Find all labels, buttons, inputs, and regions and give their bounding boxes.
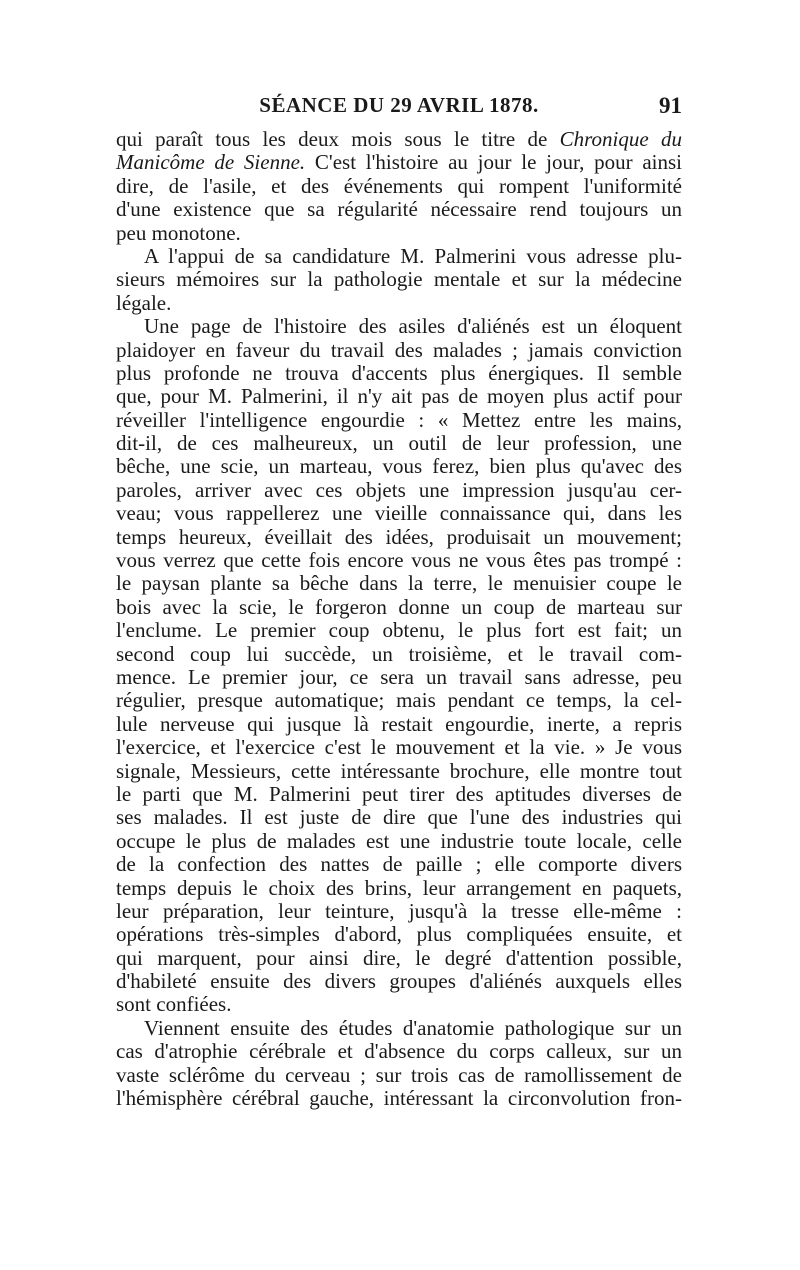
text-line: occupe le plus de malades est une industrie toute locale, celle: [116, 828, 682, 853]
text-line: qui marquent, pour ainsi dire, le degré d'attention possible,: [116, 945, 682, 970]
text-line: second coup lui succède, un troisième, et le travail com-: [116, 641, 682, 666]
text-line: l'enclume. Le premier coup obtenu, le plus fort est fait; un: [116, 618, 682, 643]
text-line: vous verrez que cette fois encore vous ne vous êtes pas trompé :: [116, 548, 682, 573]
text-line: régulier, presque automatique; mais pendant ce temps, la cel-: [116, 688, 682, 713]
text-line: de la confection des nattes de paille ; elle comporte divers: [116, 852, 682, 877]
text-line: vaste sclérôme du cerveau ; sur trois cas de ramollissement de: [116, 1062, 682, 1087]
text-line: l'exercice, et l'exercice c'est le mouvement et la vie. » Je vous: [116, 735, 682, 760]
body-text: [116, 128, 682, 1110]
text-line: Une page de l'histoire des asiles d'aliénés est un éloquent: [144, 314, 682, 339]
text-line: peu monotone.: [116, 220, 241, 245]
text-line: sont confiées.: [116, 992, 232, 1017]
text-line: leur préparation, leur teinture, jusqu'à la tresse elle-même :: [116, 898, 682, 923]
text-line: l'hémisphère cérébral gauche, intéressant la circonvolution fron-: [116, 1086, 682, 1111]
text-line: cas d'atrophie cérébrale et d'absence du corps calleux, sur un: [116, 1039, 682, 1064]
text-line: le paysan plante sa bêche dans la terre, le menuisier coupe le: [116, 571, 682, 596]
text-line: plus profonde ne trouva d'accents plus énergiques. Il semble: [116, 360, 682, 385]
running-head: SÉANCE DU 29 AVRIL 1878.: [259, 93, 539, 117]
text-line: ses malades. Il est juste de dire que l'une des industries qui: [116, 805, 682, 830]
text-line: lule nerveuse qui jusque là restait engourdie, inerte, a repris: [116, 711, 682, 736]
text-line: sieurs mémoires sur la pathologie mentale et sur la médecine: [116, 267, 682, 292]
text-line: légale.: [116, 290, 172, 315]
page-number: 91: [659, 93, 682, 118]
text-line: que, pour M. Palmerini, il n'y ait pas de moyen plus actif pour: [116, 384, 682, 409]
text-line: plaidoyer en faveur du travail des malades ; jamais conviction: [116, 337, 682, 362]
text-line: bêche, une scie, un marteau, vous ferez, bien plus qu'avec des: [116, 454, 682, 479]
text-line: Viennent ensuite des études d'anatomie pathologique sur un: [144, 1015, 682, 1040]
text-line: veau; vous rappellerez une vieille connaissance qui, dans les: [116, 501, 682, 526]
text-line: qui paraît tous les deux mois sous le titre de Chronique du: [116, 127, 682, 151]
text-line: d'habileté ensuite des divers groupes d'aliénés auxquels elles: [116, 969, 682, 994]
text-line: réveiller l'intelligence engourdie : « Mettez entre les mains,: [116, 407, 682, 432]
text-line: temps depuis le choix des brins, leur arrangement en paquets,: [116, 875, 682, 900]
text-line: d'une existence que sa régularité nécessaire rend toujours un: [116, 197, 682, 222]
text-line: A l'appui de sa candidature M. Palmerini vous adresse plu-: [144, 243, 682, 268]
text-line: opérations très-simples d'abord, plus compliquées ensuite, et: [116, 922, 682, 947]
text-line: paroles, arriver avec ces objets une impression jusqu'au cer-: [116, 477, 682, 502]
text-line: dit-il, de ces malheureux, un outil de leur profession, une: [116, 431, 682, 456]
text-line: le parti que M. Palmerini peut tirer des aptitudes diverses de: [116, 781, 682, 806]
text-line: dire, de l'asile, et des événements qui rompent l'uniformité: [116, 173, 682, 198]
page-header: [116, 93, 682, 123]
text-line: signale, Messieurs, cette intéressante brochure, elle montre tout: [116, 758, 682, 783]
text-line: mence. Le premier jour, ce sera un travail sans adresse, peu: [116, 664, 682, 689]
text-line: temps heureux, éveillait des idées, produisait un mouvement;: [116, 524, 682, 549]
text-line: bois avec la scie, le forgeron donne un coup de marteau sur: [116, 594, 682, 619]
text-line: Manicôme de Sienne. C'est l'histoire au jour le jour, pour ainsi: [116, 150, 683, 175]
